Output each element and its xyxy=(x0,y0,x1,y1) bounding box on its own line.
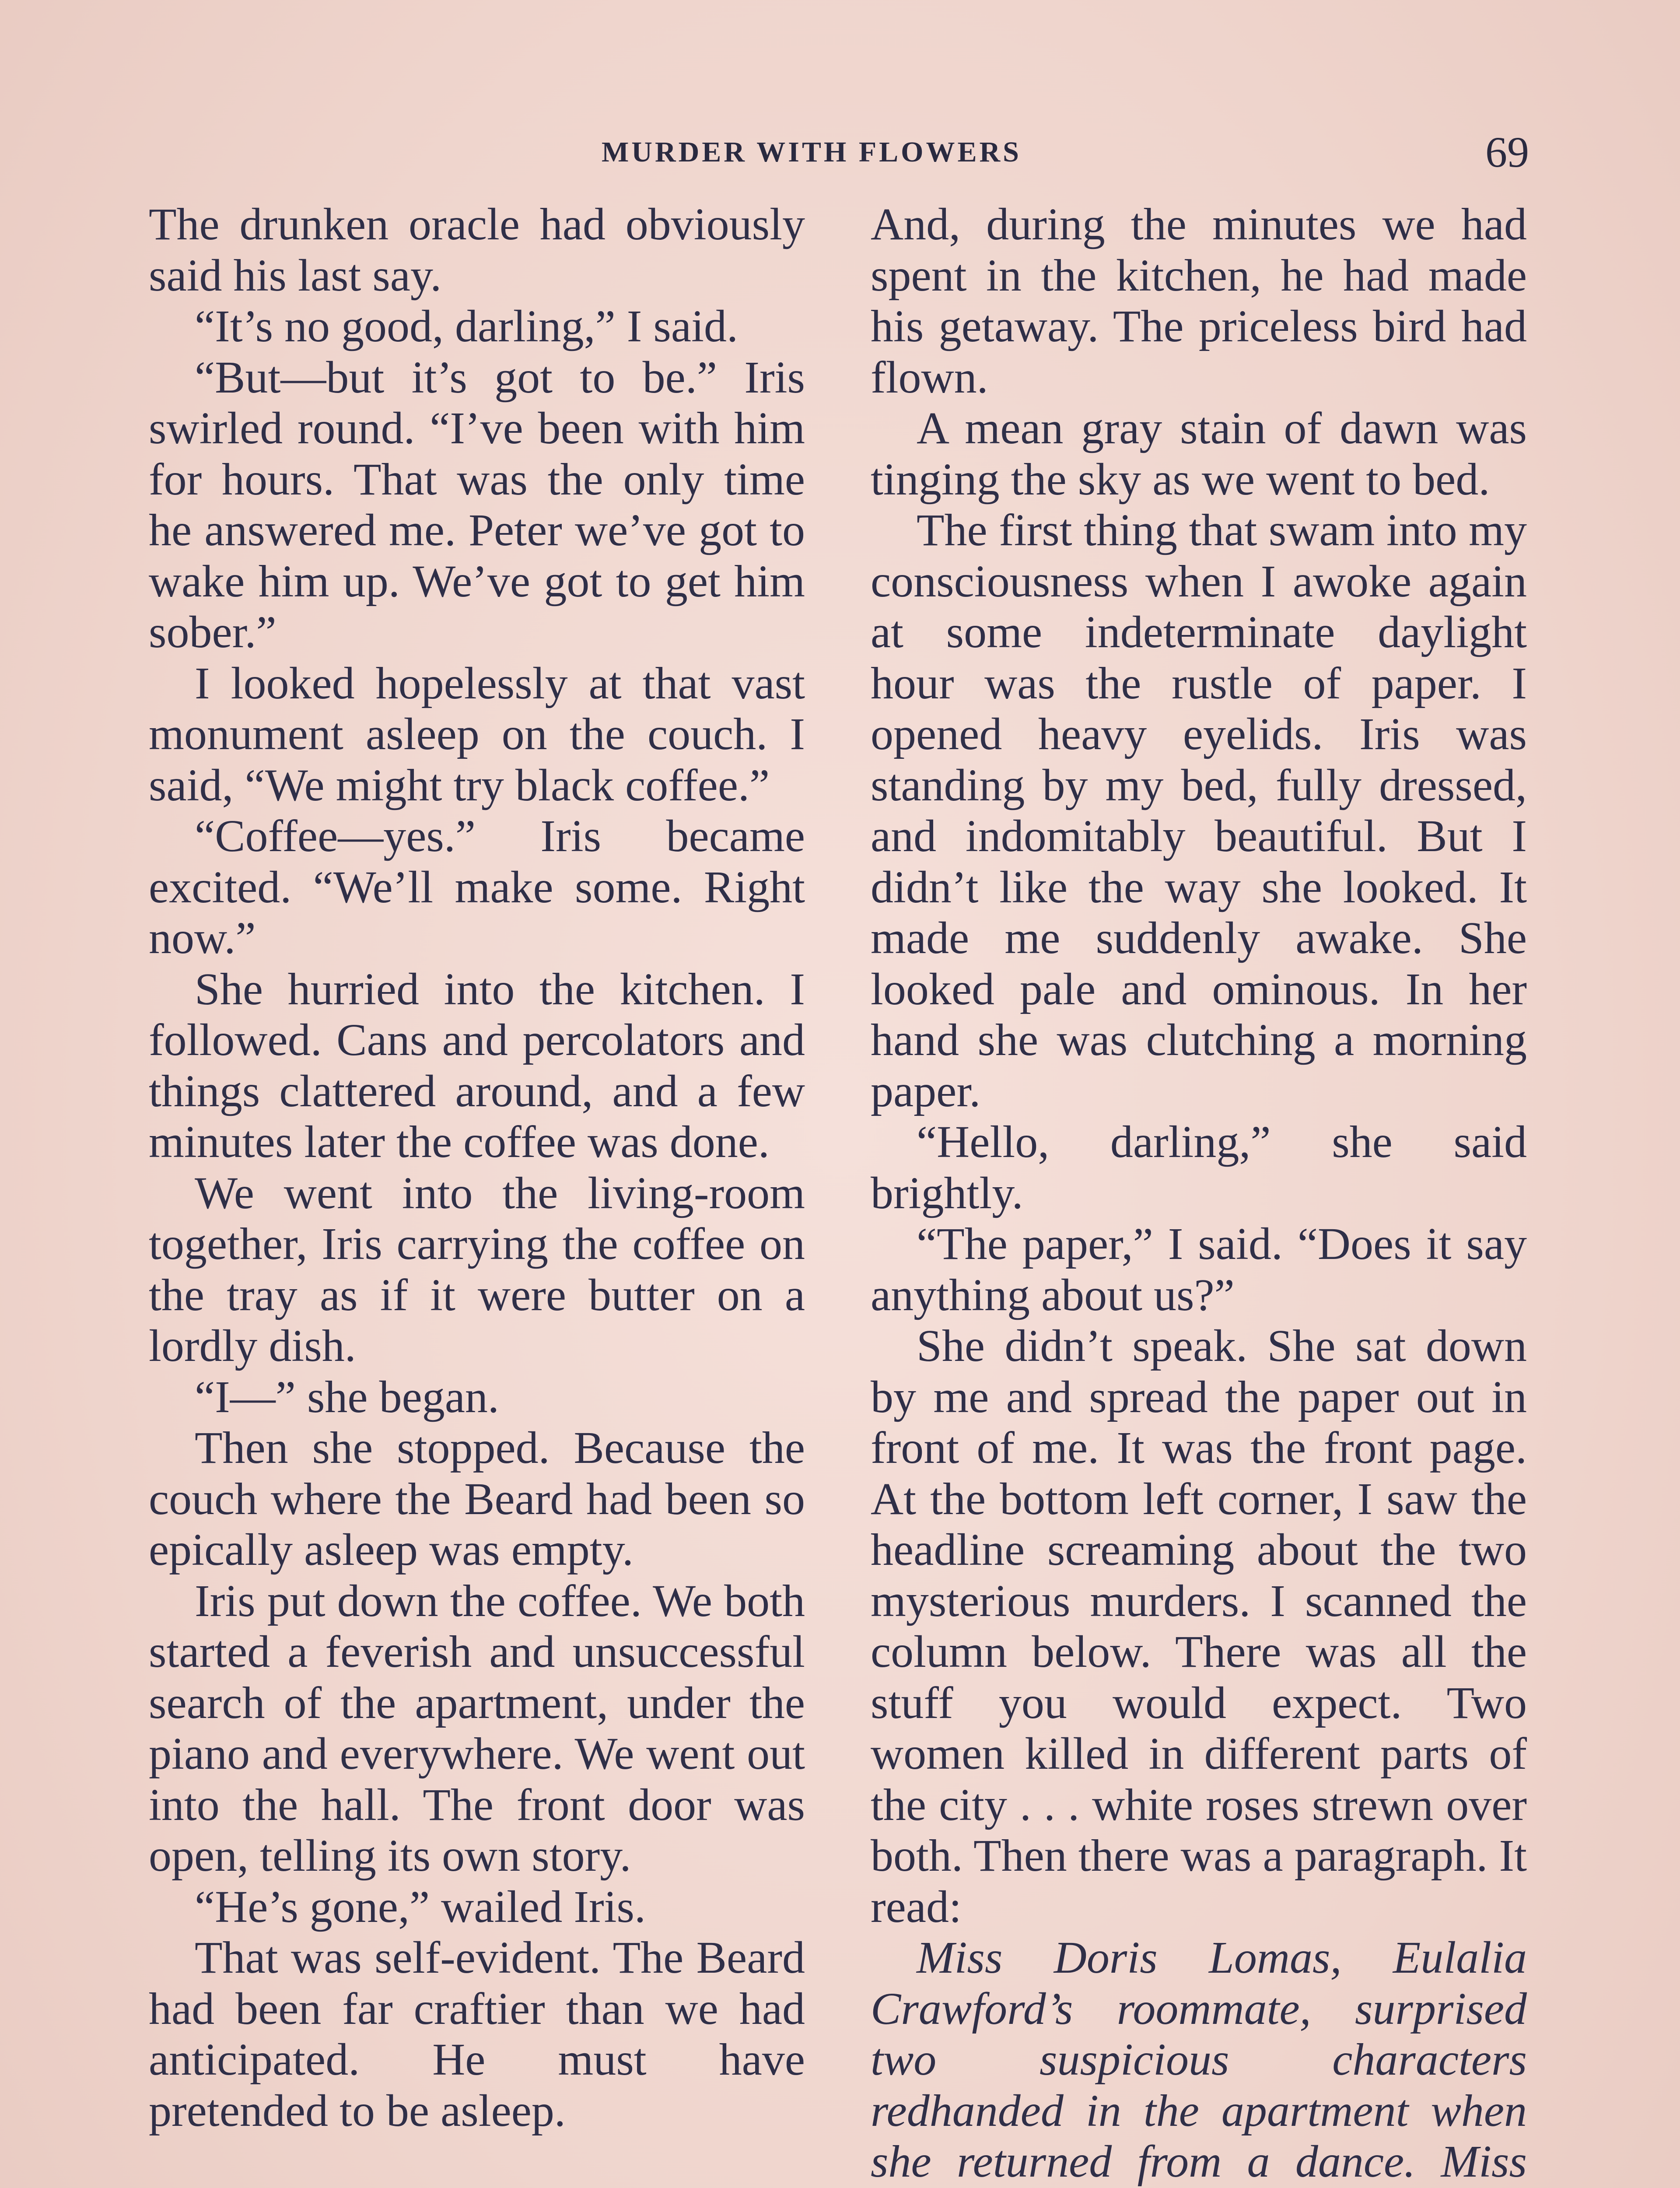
paragraph: “I—” she began. xyxy=(195,1371,499,1422)
paragraph: “He’s gone,” wailed Iris. xyxy=(195,1881,646,1932)
paragraph: She hurried into the kitchen. I followed. Cans and percolators and things clattered around, and a few minutes later the coffee was done. xyxy=(149,964,805,1167)
paragraph: I looked hopelessly at that vast monument asleep on the couch. I said, “We might try black coffee.” xyxy=(149,658,805,810)
paragraph: “It’s no good, darling,” I said. xyxy=(195,301,738,351)
paragraph: The first thing that swam into my consciousness when I awoke again at some indeterminate daylight hour was the rustle of paper. I opened heavy eyelids. Iris was standing by my bed, fully dressed, and indomitably beautiful. But I didn’t like the way she looked. It made me suddenly awake. She looked pale and ominous. In her hand she was clutching a morning paper. xyxy=(871,505,1527,1116)
paragraph: And, during the minutes we had spent in the kitchen, he had made his getaway. The priceless bird had flown. xyxy=(871,199,1527,403)
italic-quoted-paragraph: Miss Doris Lomas, Eulalia Crawford’s roommate, surprised two suspicious characters redhanded in the apartment when she returned from a dance. Miss xyxy=(871,1932,1527,2187)
paragraph: A mean gray stain of dawn was tinging the sky as we went to bed. xyxy=(871,403,1527,505)
paragraph: She didn’t speak. She sat down by me and spread the paper out in front of me. It was the front page. At the bottom left corner, I saw the headline screaming about the two mysterious murders. I scanned the column below. There was all the stuff you would expect. Two women killed in different parts of the city . . . white roses strewn over both. Then there was a paragraph. It read: xyxy=(871,1321,1527,1932)
page-number: 69 xyxy=(1485,128,1529,176)
paragraph: Iris put down the coffee. We both started a feverish and unsuccessful search of the apartment, under the piano and everywhere. We went out into the hall. The front door was open, telling its own story. xyxy=(149,1575,805,1881)
paragraph: “Hello, darling,” she said brightly. xyxy=(871,1117,1527,1218)
paragraph: We went into the living-room together, Iris carrying the coffee on the tray as if it were butter on a lordly dish. xyxy=(149,1168,805,1371)
left-column xyxy=(149,199,805,2136)
right-column xyxy=(871,199,1527,2188)
paragraph: “Coffee—yes.” Iris became excited. “We’ll make some. Right now.” xyxy=(149,811,805,963)
paragraph: “But—but it’s got to be.” Iris swirled round. “I’ve been with him for hours. That was the only time he answered me. Peter we’ve got to wake him up. We’ve got to get him sober.” xyxy=(149,352,805,657)
running-title: MURDER WITH FLOWERS xyxy=(602,136,1022,168)
paragraph: The drunken oracle had obviously said his last say. xyxy=(149,199,805,301)
paragraph: “The paper,” I said. “Does it say anything about us?” xyxy=(871,1219,1527,1320)
paragraph: That was self-evident. The Beard had been far craftier than we had anticipated. He must have pretended to be asleep. xyxy=(149,1932,805,2136)
paragraph: Then she stopped. Because the couch where the Beard had been so epically asleep was empty. xyxy=(149,1423,805,1575)
